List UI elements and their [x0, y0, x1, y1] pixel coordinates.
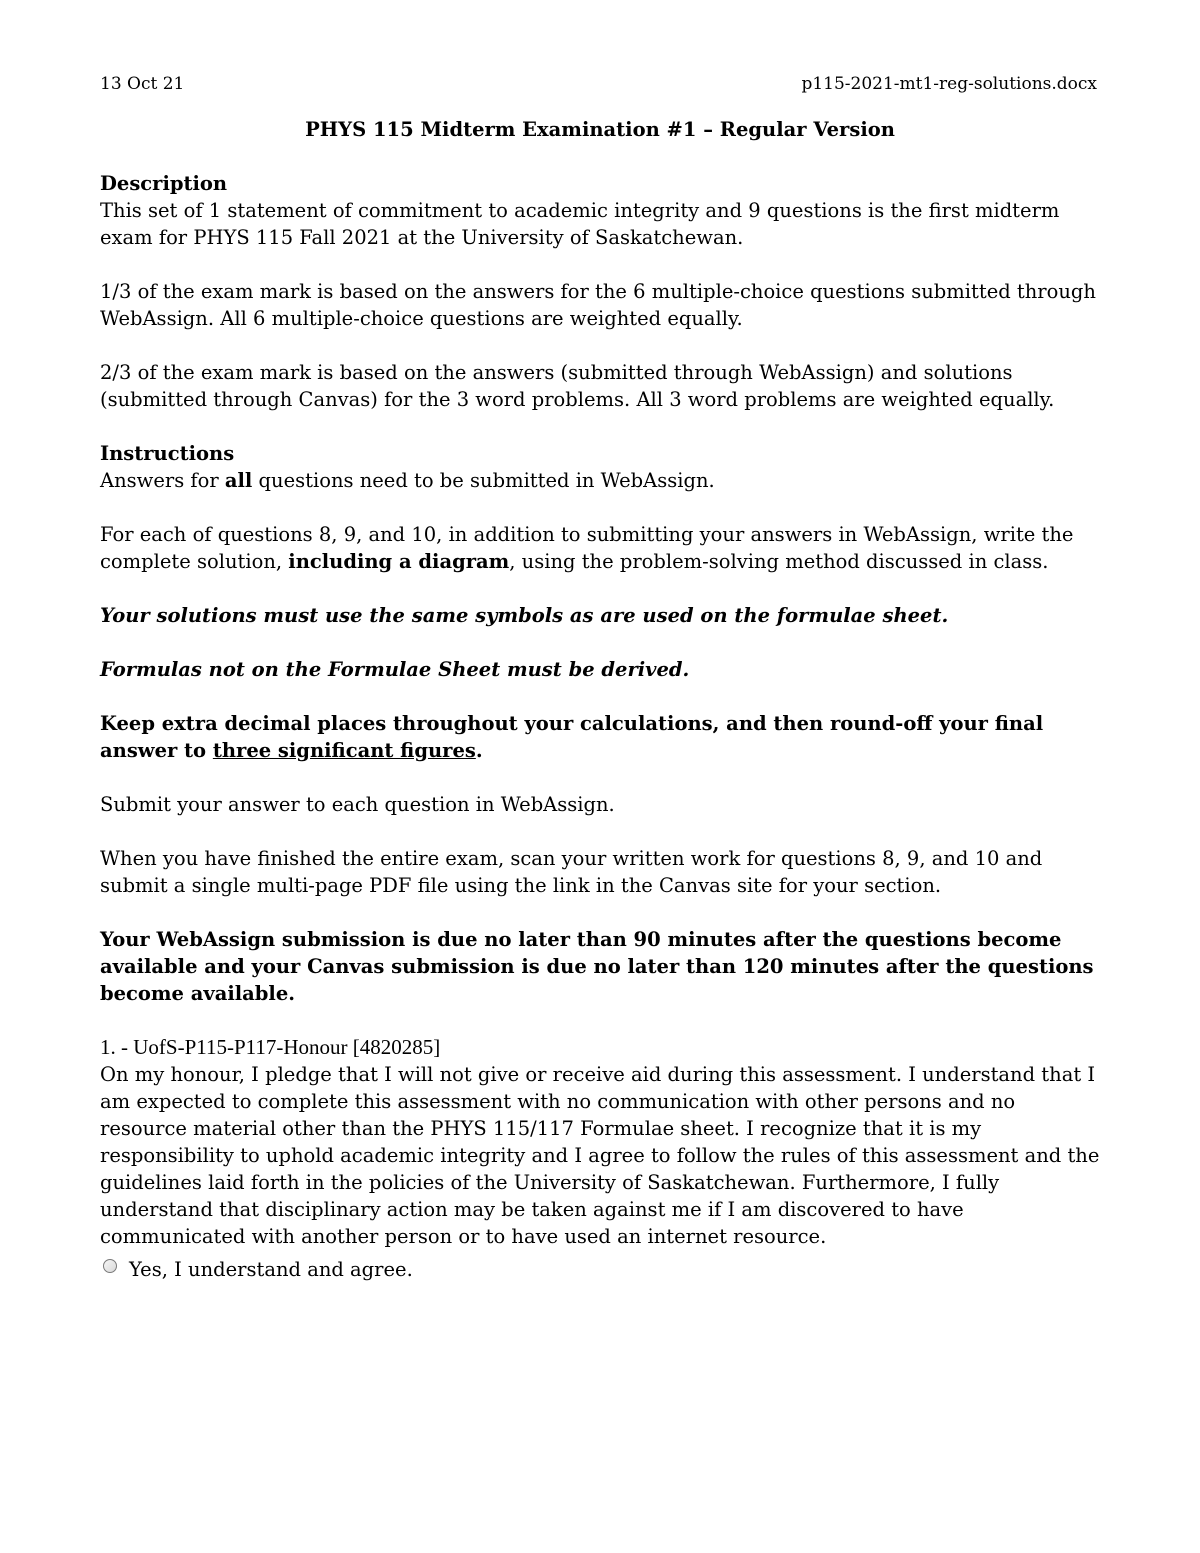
instructions-paragraph-6: Submit your answer to each question in WebAssign.	[100, 793, 615, 816]
instr-p2-bold: including a diagram	[288, 550, 510, 573]
instructions-paragraph-7: When you have finished the entire exam, scan your written work for questions 8, 9, and 10 and submit a single multi-page PDF file using the link in the Canvas site for your section.	[100, 847, 1043, 897]
header-date: 13 Oct 21	[100, 74, 185, 94]
instr-p5-a: Keep extra decimal places throughout your calculations, and then round-off your final answer to	[100, 712, 1044, 762]
document-content	[100, 116, 1100, 1283]
question-1-body: On my honour, I pledge that I will not give or receive aid during this assessment. I understand that I am expected to complete this assessment with no communication with other persons and no resource material other than the PHYS 115/117 Formulae sheet. I recognize that it is my responsibility to uphold academic integrity and I agree to follow the rules of this assessment and the guidelines laid forth in the policies of the University of Saskatchewan. Furthermore, I fully understand that disciplinary action may be taken against me if I am discovered to have communicated with another person or to have used an internet resource.	[100, 1063, 1100, 1248]
description-paragraph-2: 1/3 of the exam mark is based on the answers for the 6 multiple-choice questions submitted through WebAssign. All 6 multiple-choice questions are weighted equally.	[100, 280, 1096, 330]
description-paragraph-1: This set of 1 statement of commitment to academic integrity and 9 questions is the first midterm exam for PHYS 115 Fall 2021 at the University of Saskatchewan.	[100, 199, 1060, 249]
instr-p2-a: For each of questions 8, 9, and 10, in addition to submitting your answers in WebAssign, write the complete solution,	[100, 523, 1074, 573]
description-heading: Description	[100, 172, 228, 195]
description-paragraph-3: 2/3 of the exam mark is based on the answers (submitted through WebAssign) and solutions (submitted through Canvas) for the 3 word problems. All 3 word problems are weighted equally.	[100, 361, 1055, 411]
header-filename: p115-2021-mt1-reg-solutions.docx	[801, 74, 1097, 94]
question-1-option-label: Yes, I understand and agree.	[129, 1258, 413, 1281]
instr-p2-b: , using the problem-solving method discussed in class.	[509, 550, 1049, 573]
instructions-formulas-note: Formulas not on the Formulae Sheet must be derived.	[100, 658, 690, 681]
document-title: PHYS 115 Midterm Examination #1 – Regular Version	[305, 118, 895, 141]
instr-p1-b: questions need to be submitted in WebAssign.	[252, 469, 715, 492]
instructions-deadline-note: Your WebAssign submission is due no later than 90 minutes after the questions become available and your Canvas submission is due no later than 120 minutes after the questions become available.	[100, 928, 1094, 1005]
instructions-heading: Instructions	[100, 442, 235, 465]
instr-p5-underline: three significant figures	[212, 739, 476, 762]
instr-p5-b: .	[475, 739, 483, 762]
radio-button-icon[interactable]	[103, 1259, 117, 1273]
description-section	[100, 170, 1100, 251]
instructions-paragraph-2	[100, 521, 1100, 575]
instructions-symbols-note: Your solutions must use the same symbols as are used on the formulae sheet.	[100, 604, 949, 627]
instructions-section	[100, 440, 1100, 494]
instructions-rounding-note	[100, 710, 1100, 764]
instr-p1-bold: all	[224, 469, 253, 492]
instr-p1-a: Answers for	[100, 469, 225, 492]
question-1-option[interactable]	[100, 1256, 1100, 1283]
question-1-heading: 1. - UofS-P115-P117-Honour [4820285]	[100, 1035, 441, 1059]
